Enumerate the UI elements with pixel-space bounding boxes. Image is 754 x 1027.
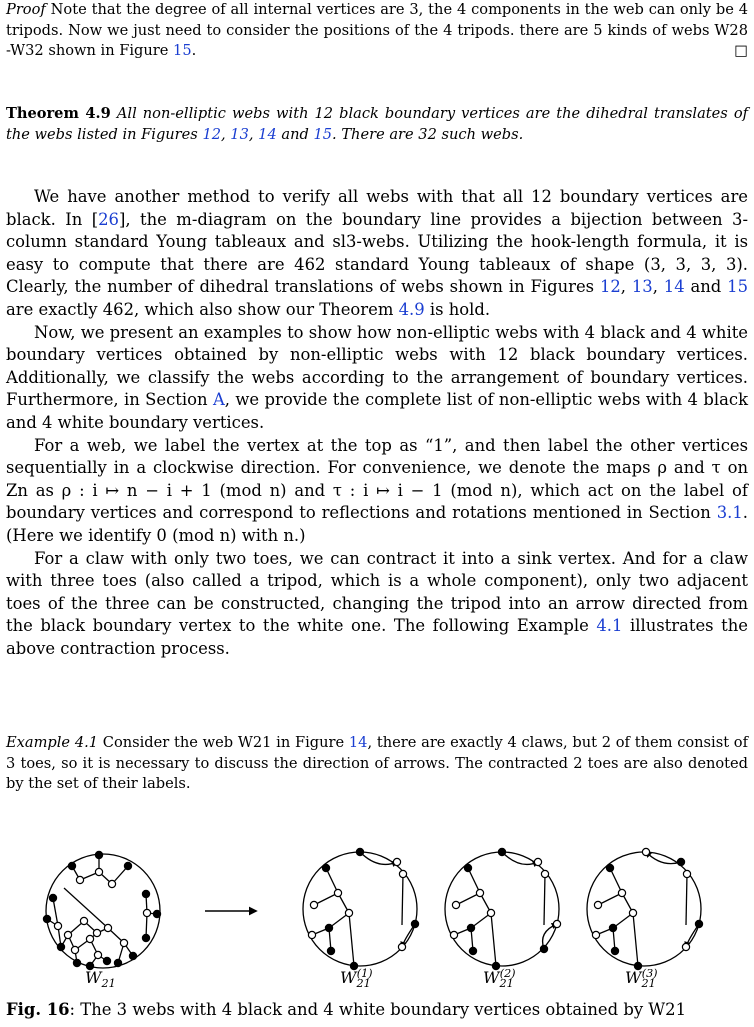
section-ref-3-1[interactable]: 3.1 — [716, 503, 743, 523]
paragraph-4 — [6, 548, 748, 661]
figure-ref-15b[interactable]: 15 — [313, 125, 333, 143]
p3-text-a: For a web, we label the vertex at the top as “1”, and then label the other vertices sequentially in a clockwise direction. For convenience, we denote the maps ρ and τ on Zn as ρ : i ↦ n − i + 1 (mod n) and τ : i ↦ i − 1 (mod n), which act on the label of boundary vertices and correspond to reflections and rotations mentioned in Section — [6, 435, 748, 523]
label-w21-1: $W_{21}^{(1)}$ — [340, 966, 373, 991]
citation-26[interactable]: 26 — [98, 209, 119, 229]
proof-text: Note that the degree of all internal vertices are 3, the 4 components in the web can only be 4 tripods. Now we just need to consider the positions of the 4 tripods. there are 5 kinds of webs W28 -W32 shown in Figure — [6, 1, 748, 59]
p1-text-d: is hold. — [424, 299, 491, 319]
p1-ref-14[interactable]: 14 — [663, 277, 685, 297]
p2-text-a: Now, we present an examples to show how non-elliptic webs with 4 black and 4 white boundary vertices obtained by non-elliptic webs with 12 black boundary vertices. Additionally, we classify the webs according to the arrangement of boundary vertices. Furthermore, in Section — [6, 322, 748, 410]
example-text-2: , there are exactly 4 claws, but 2 of them consist of 3 toes, so it is necessary to discuss the direction of arrows. The contracted 2 toes are also denoted by the set of their labels. — [6, 734, 748, 792]
figure-caption — [6, 999, 686, 1021]
example-block — [6, 733, 748, 795]
qed-symbol: □ — [734, 42, 748, 59]
figure-ref-13[interactable]: 13 — [230, 125, 249, 143]
label-w21-2: $W_{21}^{(2)}$ — [483, 966, 516, 991]
p3-text-b: . (Here we identify 0 (mod n) with n.) — [6, 503, 748, 545]
label-w21-3: $W_{21}^{(3)}$ — [625, 966, 658, 991]
theorem-ref-4-9[interactable]: 4.9 — [398, 299, 425, 319]
caption-text: : The 3 webs with 4 black and 4 white boundary vertices obtained by W21 — [69, 1000, 686, 1019]
example-text-1: Consider the web W21 in Figure — [102, 734, 349, 751]
proof-end: . — [191, 42, 197, 59]
paragraph-1: We have another method to verify all webs with that all 12 boundary vertices are black. In [26], the m-diagram on the boundary line provides a bijection between 3-column standard Young tableaux and sl3-webs. Utilizing the hook-length formula, it is easy to compute that there are 462 standard Young tableaux of shape (3, 3, 3, 3). Clearly, the number of dihedral translations of webs shown in Figures 12, 13, 14 and 15 are exactly 462, which also show our Theorem 4.9 is hold. — [6, 187, 749, 319]
main-text — [6, 186, 748, 660]
figure-ref-15[interactable]: 15 — [173, 42, 192, 59]
p1-ref-13[interactable]: 13 — [631, 277, 653, 297]
caption-label: Fig. 16 — [6, 1000, 70, 1019]
figure-ref-12[interactable]: 12 — [202, 125, 222, 143]
section-ref-a[interactable]: A — [212, 390, 225, 410]
figure-ref-14[interactable]: 14 — [258, 125, 277, 143]
example-label: Example 4.1 — [6, 734, 99, 751]
paragraph-2 — [6, 322, 748, 435]
p1-text-b: ], the m-diagram on the boundary line provides a bijection between 3-column standard Young tableaux and sl3-webs. Utilizing the hook-length formula, it is easy to compute that there are 462 standard Young tableaux of shape (3, 3, 3, 3). Clearly, the number of dihedral translations of webs shown in Figures — [6, 209, 748, 297]
theorem-text: All non-elliptic webs with 12 black boundary vertices are the dihedral translates of the webs listed in Figures 12, 13, 14 and 15. There are 32 such webs. — [6, 105, 749, 143]
label-w21: $W_{21}$ — [85, 968, 116, 991]
p4-text-a: For a claw with only two toes, we can contract it into a sink vertex. And for a claw with three toes (also called a tripod, which is a whole component), only two adjacent toes of the three can be constructed, changing the tripod into an arrow directed from the black boundary vertex to the white one. The following Example — [6, 548, 748, 636]
proof-label: Proof — [6, 1, 46, 18]
p1-ref-12[interactable]: 12 — [599, 277, 621, 297]
theorem-text-1: All non-elliptic webs with 12 black boundary vertices are the dihedral translates of the webs listed in Figures — [6, 105, 749, 143]
example-ref-4-1[interactable]: 4.1 — [596, 616, 623, 636]
figure-16 — [6, 822, 748, 1002]
theorem-text-2: . There are 32 such webs. — [332, 125, 524, 143]
p1-text-c: are exactly 462, which also show our Theorem — [6, 299, 399, 319]
paragraph-3 — [6, 435, 748, 548]
p4-text-b: illustrates the above contraction process. — [6, 616, 748, 658]
p1-text-a: We have another method to verify all webs with that all 12 boundary vertices are black. In [ — [6, 187, 748, 229]
p2-text-b: , we provide the complete list of non-elliptic webs with 4 black and 4 white boundary vertices. — [6, 390, 748, 432]
proof-block — [6, 0, 748, 62]
theorem-block — [6, 104, 748, 145]
p1-ref-15[interactable]: 15 — [727, 277, 749, 297]
theorem-label: Theorem 4.9 — [6, 105, 111, 122]
example-figure-ref-14[interactable]: 14 — [348, 734, 368, 751]
